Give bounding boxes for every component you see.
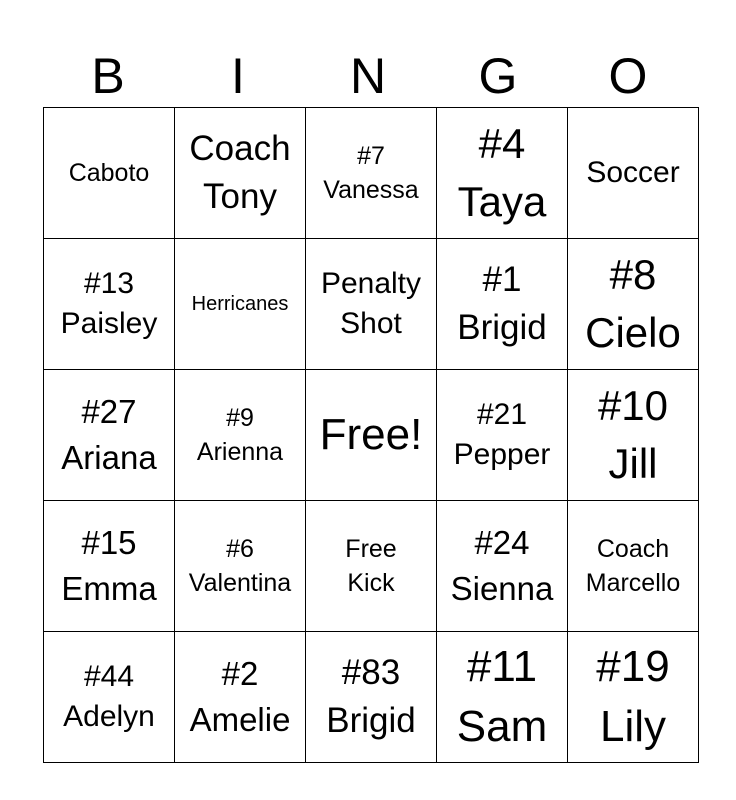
bingo-cell[interactable]	[437, 108, 568, 239]
cell-text: Caboto	[68, 159, 150, 187]
bingo-cell[interactable]	[306, 239, 437, 370]
cell-text: #1 Brigid	[457, 260, 547, 347]
free-space: Free!	[319, 410, 423, 459]
bingo-cell[interactable]	[44, 239, 175, 370]
bingo-cell[interactable]	[437, 632, 568, 763]
cell-text: Free Kick	[345, 535, 397, 597]
bingo-cell[interactable]	[175, 501, 306, 632]
cell-text: Coach Tony	[189, 129, 291, 216]
header-letter-i: I	[231, 48, 245, 104]
bingo-cell[interactable]	[306, 370, 437, 501]
cell-text: Herricanes	[191, 293, 289, 315]
cell-text: #9 Arienna	[196, 404, 284, 466]
cell-text: #8 Cielo	[585, 251, 681, 356]
header-letter-g: G	[478, 48, 518, 104]
bingo-cell[interactable]	[306, 632, 437, 763]
cell-text: Coach Marcello	[585, 535, 681, 597]
bingo-header	[43, 48, 693, 104]
header-letter-n: N	[349, 48, 387, 104]
cell-text: #44 Adelyn	[63, 660, 155, 733]
cell-text: #24 Sienna	[450, 524, 554, 607]
cell-text: #27 Ariana	[61, 393, 157, 476]
board-row	[44, 501, 699, 632]
bingo-cell[interactable]	[306, 108, 437, 239]
cell-text: #21 Pepper	[453, 398, 551, 471]
header-letter-o: O	[608, 48, 648, 104]
cell-text: #13 Paisley	[60, 267, 158, 340]
bingo-cell[interactable]	[44, 370, 175, 501]
cell-text: #6 Valentina	[188, 535, 292, 597]
bingo-cell[interactable]	[175, 370, 306, 501]
board-row	[44, 632, 699, 763]
cell-text: #83 Brigid	[326, 653, 416, 740]
bingo-cell[interactable]	[437, 239, 568, 370]
cell-text: #4 Taya	[457, 120, 547, 225]
cell-text: #19 Lily	[596, 642, 670, 751]
bingo-cell[interactable]	[568, 108, 699, 239]
cell-text: #11 Sam	[456, 642, 548, 751]
bingo-cell[interactable]	[175, 239, 306, 370]
cell-text: #15 Emma	[61, 524, 157, 607]
bingo-cell[interactable]	[44, 632, 175, 763]
bingo-cell[interactable]	[44, 108, 175, 239]
bingo-cell[interactable]	[306, 501, 437, 632]
board-row	[44, 239, 699, 370]
cell-text: #2 Amelie	[189, 655, 291, 738]
bingo-cell[interactable]	[44, 501, 175, 632]
bingo-cell[interactable]	[568, 239, 699, 370]
header-letter-b: B	[91, 48, 125, 104]
cell-text: #7 Vanessa	[323, 142, 419, 204]
board-row	[44, 108, 699, 239]
cell-text: #10 Jill	[597, 382, 669, 487]
bingo-cell[interactable]	[568, 501, 699, 632]
bingo-cell[interactable]	[437, 501, 568, 632]
bingo-cell[interactable]	[175, 108, 306, 239]
cell-text: Soccer	[586, 156, 680, 189]
bingo-cell[interactable]	[175, 632, 306, 763]
bingo-cell[interactable]	[568, 370, 699, 501]
board-row	[44, 370, 699, 501]
bingo-board	[43, 107, 699, 763]
bingo-cell[interactable]	[568, 632, 699, 763]
cell-text: Penalty Shot	[320, 267, 422, 340]
bingo-cell[interactable]	[437, 370, 568, 501]
